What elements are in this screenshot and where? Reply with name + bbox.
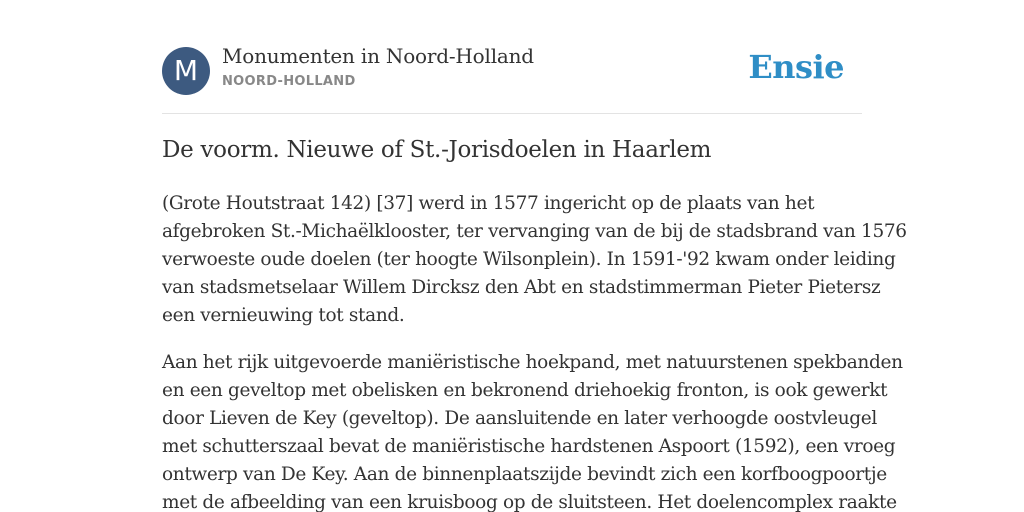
paragraph-line: met schutterszaal bevat de maniëristische hardstenen Aspoort (1592), een vroeg bbox=[162, 436, 896, 457]
site-subtitle[interactable]: NOORD-HOLLAND bbox=[222, 74, 356, 89]
paragraph-line: (Grote Houtstraat 142) [37] werd in 1577 ingericht op de plaats van het bbox=[162, 193, 815, 214]
site-title-link[interactable]: Monumenten in Noord-Holland bbox=[222, 44, 534, 68]
paragraph-line: ontwerp van De Key. Aan de binnenplaatszijde bevindt zich een korfboogpoortje bbox=[162, 464, 887, 485]
paragraph-line: met de afbeelding van een kruisboog op de sluitsteen. Het doelencomplex raakte bbox=[162, 492, 897, 512]
avatar[interactable]: M bbox=[162, 47, 210, 95]
content-container bbox=[162, 0, 907, 512]
paragraph-line: en een geveltop met obelisken en bekronend driehoekig fronton, is ook gewerkt bbox=[162, 380, 888, 401]
ensie-logo[interactable]: Ensie bbox=[748, 48, 844, 86]
site-header bbox=[162, 0, 862, 114]
paragraph-line: verwoeste oude doelen (ter hoogte Wilsonplein). In 1591-'92 kwam onder leiding bbox=[162, 249, 896, 270]
article-title: De voorm. Nieuwe of St.-Jorisdoelen in Haarlem bbox=[162, 137, 712, 163]
article-paragraph bbox=[162, 349, 903, 512]
paragraph-line: Aan het rijk uitgevoerde maniëristische hoekpand, met natuurstenen spekbanden bbox=[162, 352, 903, 373]
article-paragraph bbox=[162, 190, 907, 330]
paragraph-line: afgebroken St.-Michaëlklooster, ter vervanging van de bij de stadsbrand van 1576 bbox=[162, 221, 907, 242]
paragraph-line: door Lieven de Key (geveltop). De aansluitende en later verhoogde oostvleugel bbox=[162, 408, 877, 429]
paragraph-line: een vernieuwing tot stand. bbox=[162, 305, 405, 326]
paragraph-line: van stadsmetselaar Willem Dircksz den Abt en stadstimmerman Pieter Pietersz bbox=[162, 277, 881, 298]
